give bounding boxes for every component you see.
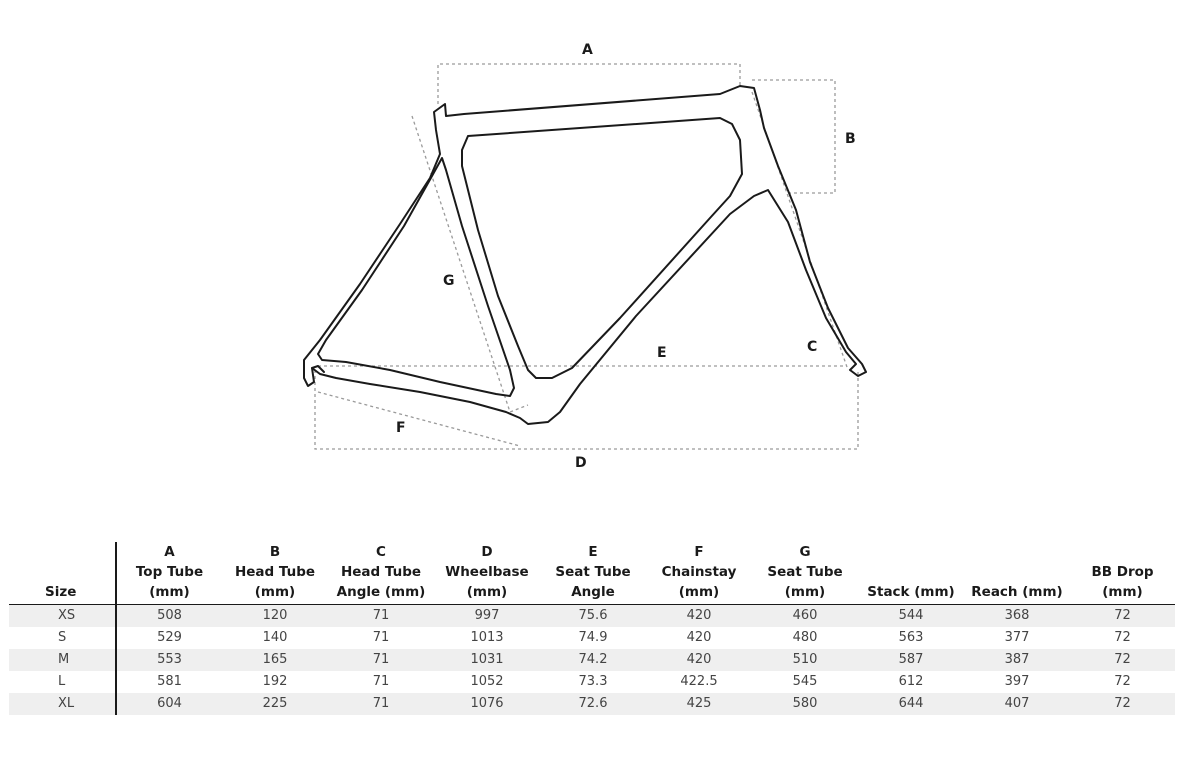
header-line: (mm) [678,584,720,600]
table-row [9,627,1175,649]
label-e: E [657,345,667,361]
cell-size: XL [9,693,116,715]
cell-stack: 587 [858,649,964,671]
table-row [9,671,1175,693]
cell-reach: 368 [964,605,1070,628]
header-size [9,542,116,605]
header-seat-tube-angle [540,542,646,605]
header-stack [858,542,964,605]
header-line: Seat Tube [767,564,843,580]
cell-top-tube: 529 [157,630,182,645]
cell-seat-tube: 460 [752,605,858,628]
header-row [9,542,1175,605]
bike-frame [304,86,866,424]
header-line: D [481,544,493,560]
header-top-tube [116,542,222,605]
cell-seat-tube: 480 [792,630,818,645]
cell-bb-drop: 72 [1070,605,1175,628]
header-line: Wheelbase [445,564,529,580]
header-line: (mm) [149,584,190,600]
header-line: (mm) [784,584,826,600]
header-line: Head Tube [340,564,422,580]
cell-head-tube: 192 [262,674,288,689]
header-line: (mm) [466,584,508,600]
header-line: Chainstay [661,564,737,580]
cell-head-tube-angle: 71 [328,693,434,715]
cell-head-tube: 225 [222,693,328,715]
cell-wheelbase: 1013 [470,630,504,645]
cell-wheelbase: 1076 [434,693,540,715]
dimension-guides [315,64,858,449]
cell-size: L [9,671,116,693]
cell-top-tube: 553 [116,649,222,671]
cell-head-tube-angle: 71 [372,630,390,645]
header-line: G [799,544,811,560]
header-line: B [269,544,281,560]
cell-stack: 612 [898,674,924,689]
cell-top-tube: 581 [157,674,182,689]
cell-size: S [9,627,116,649]
header-line: C [376,544,386,560]
cell-bb-drop: 72 [1070,693,1175,715]
cell-wheelbase: 1052 [470,674,504,689]
cell-bb-drop: 72 [1114,674,1131,689]
cell-head-tube-angle: 71 [328,605,434,628]
header-head-tube-angle [328,542,434,605]
cell-seat-tube-angle: 74.2 [540,649,646,671]
frame-outer-outline [304,86,866,424]
header-seat-tube [752,542,858,605]
cell-bb-drop: 72 [1070,649,1175,671]
header-line: Angle [571,584,615,600]
cell-reach: 397 [1004,674,1030,689]
label-b: B [845,131,856,147]
header-line: F [694,544,704,560]
geometry-table [9,542,1175,715]
cell-top-tube: 508 [116,605,222,628]
cell-reach: 387 [964,649,1070,671]
cell-size: M [9,649,116,671]
label-a: A [582,42,593,58]
header-reach [964,542,1070,605]
table-header [9,542,1175,605]
rear-triangle-inner [318,158,514,396]
dim-a-top-tube [438,64,740,104]
header-line: (mm) [254,584,296,600]
cell-seat-tube-angle: 72.6 [540,693,646,715]
cell-stack: 544 [858,605,964,628]
cell-seat-tube: 545 [792,674,818,689]
dim-d-wheelbase [315,370,858,449]
dim-b-head-tube [752,80,835,193]
header-line: Top Tube [135,564,204,580]
label-c: C [807,339,818,355]
cell-bb-drop: 72 [1114,630,1131,645]
header-line: Head Tube [234,564,316,580]
header-line: (mm) [1102,584,1143,600]
cell-top-tube: 604 [116,693,222,715]
cell-chainstay: 420 [646,649,752,671]
header-line: BB Drop [1091,564,1154,580]
cell-chainstay: 420 [646,605,752,628]
cell-head-tube: 165 [222,649,328,671]
table-row [9,649,1175,671]
header-line: Reach (mm) [971,584,1063,600]
table-body [9,605,1175,716]
header-line: E [588,544,598,560]
dimension-labels [396,42,856,471]
cell-reach: 407 [964,693,1070,715]
cell-stack: 563 [898,630,924,645]
dim-g-seat-tube [412,116,528,412]
cell-seat-tube-angle: 74.9 [578,630,608,645]
header-line: Seat Tube [555,564,631,580]
cell-head-tube: 140 [262,630,288,645]
cell-chainstay: 422.5 [680,674,718,689]
cell-head-tube: 120 [222,605,328,628]
header-head-tube [222,542,328,605]
cell-chainstay: 420 [686,630,712,645]
header-wheelbase [434,542,540,605]
label-d: D [575,455,587,471]
cell-seat-tube: 580 [752,693,858,715]
cell-size: XS [9,605,116,628]
cell-head-tube-angle: 71 [372,674,390,689]
header-chainstay [646,542,752,605]
cell-seat-tube: 510 [752,649,858,671]
header-bb-drop [1070,542,1175,605]
header-line: Angle (mm) [336,584,426,600]
header-line: Stack (mm) [867,584,955,600]
table-row [9,605,1175,628]
cell-wheelbase: 1031 [434,649,540,671]
label-f: F [396,420,406,436]
cell-seat-tube-angle: 73.3 [578,674,608,689]
cell-wheelbase: 997 [434,605,540,628]
header-line: A [164,544,175,560]
header-line: Size [45,584,77,600]
label-g: G [443,273,455,289]
cell-head-tube-angle: 71 [328,649,434,671]
dim-f-chainstay [318,392,520,446]
cell-seat-tube-angle: 75.6 [540,605,646,628]
cell-reach: 377 [1004,630,1030,645]
cell-chainstay: 425 [646,693,752,715]
table-row [9,693,1175,715]
cell-stack: 644 [858,693,964,715]
